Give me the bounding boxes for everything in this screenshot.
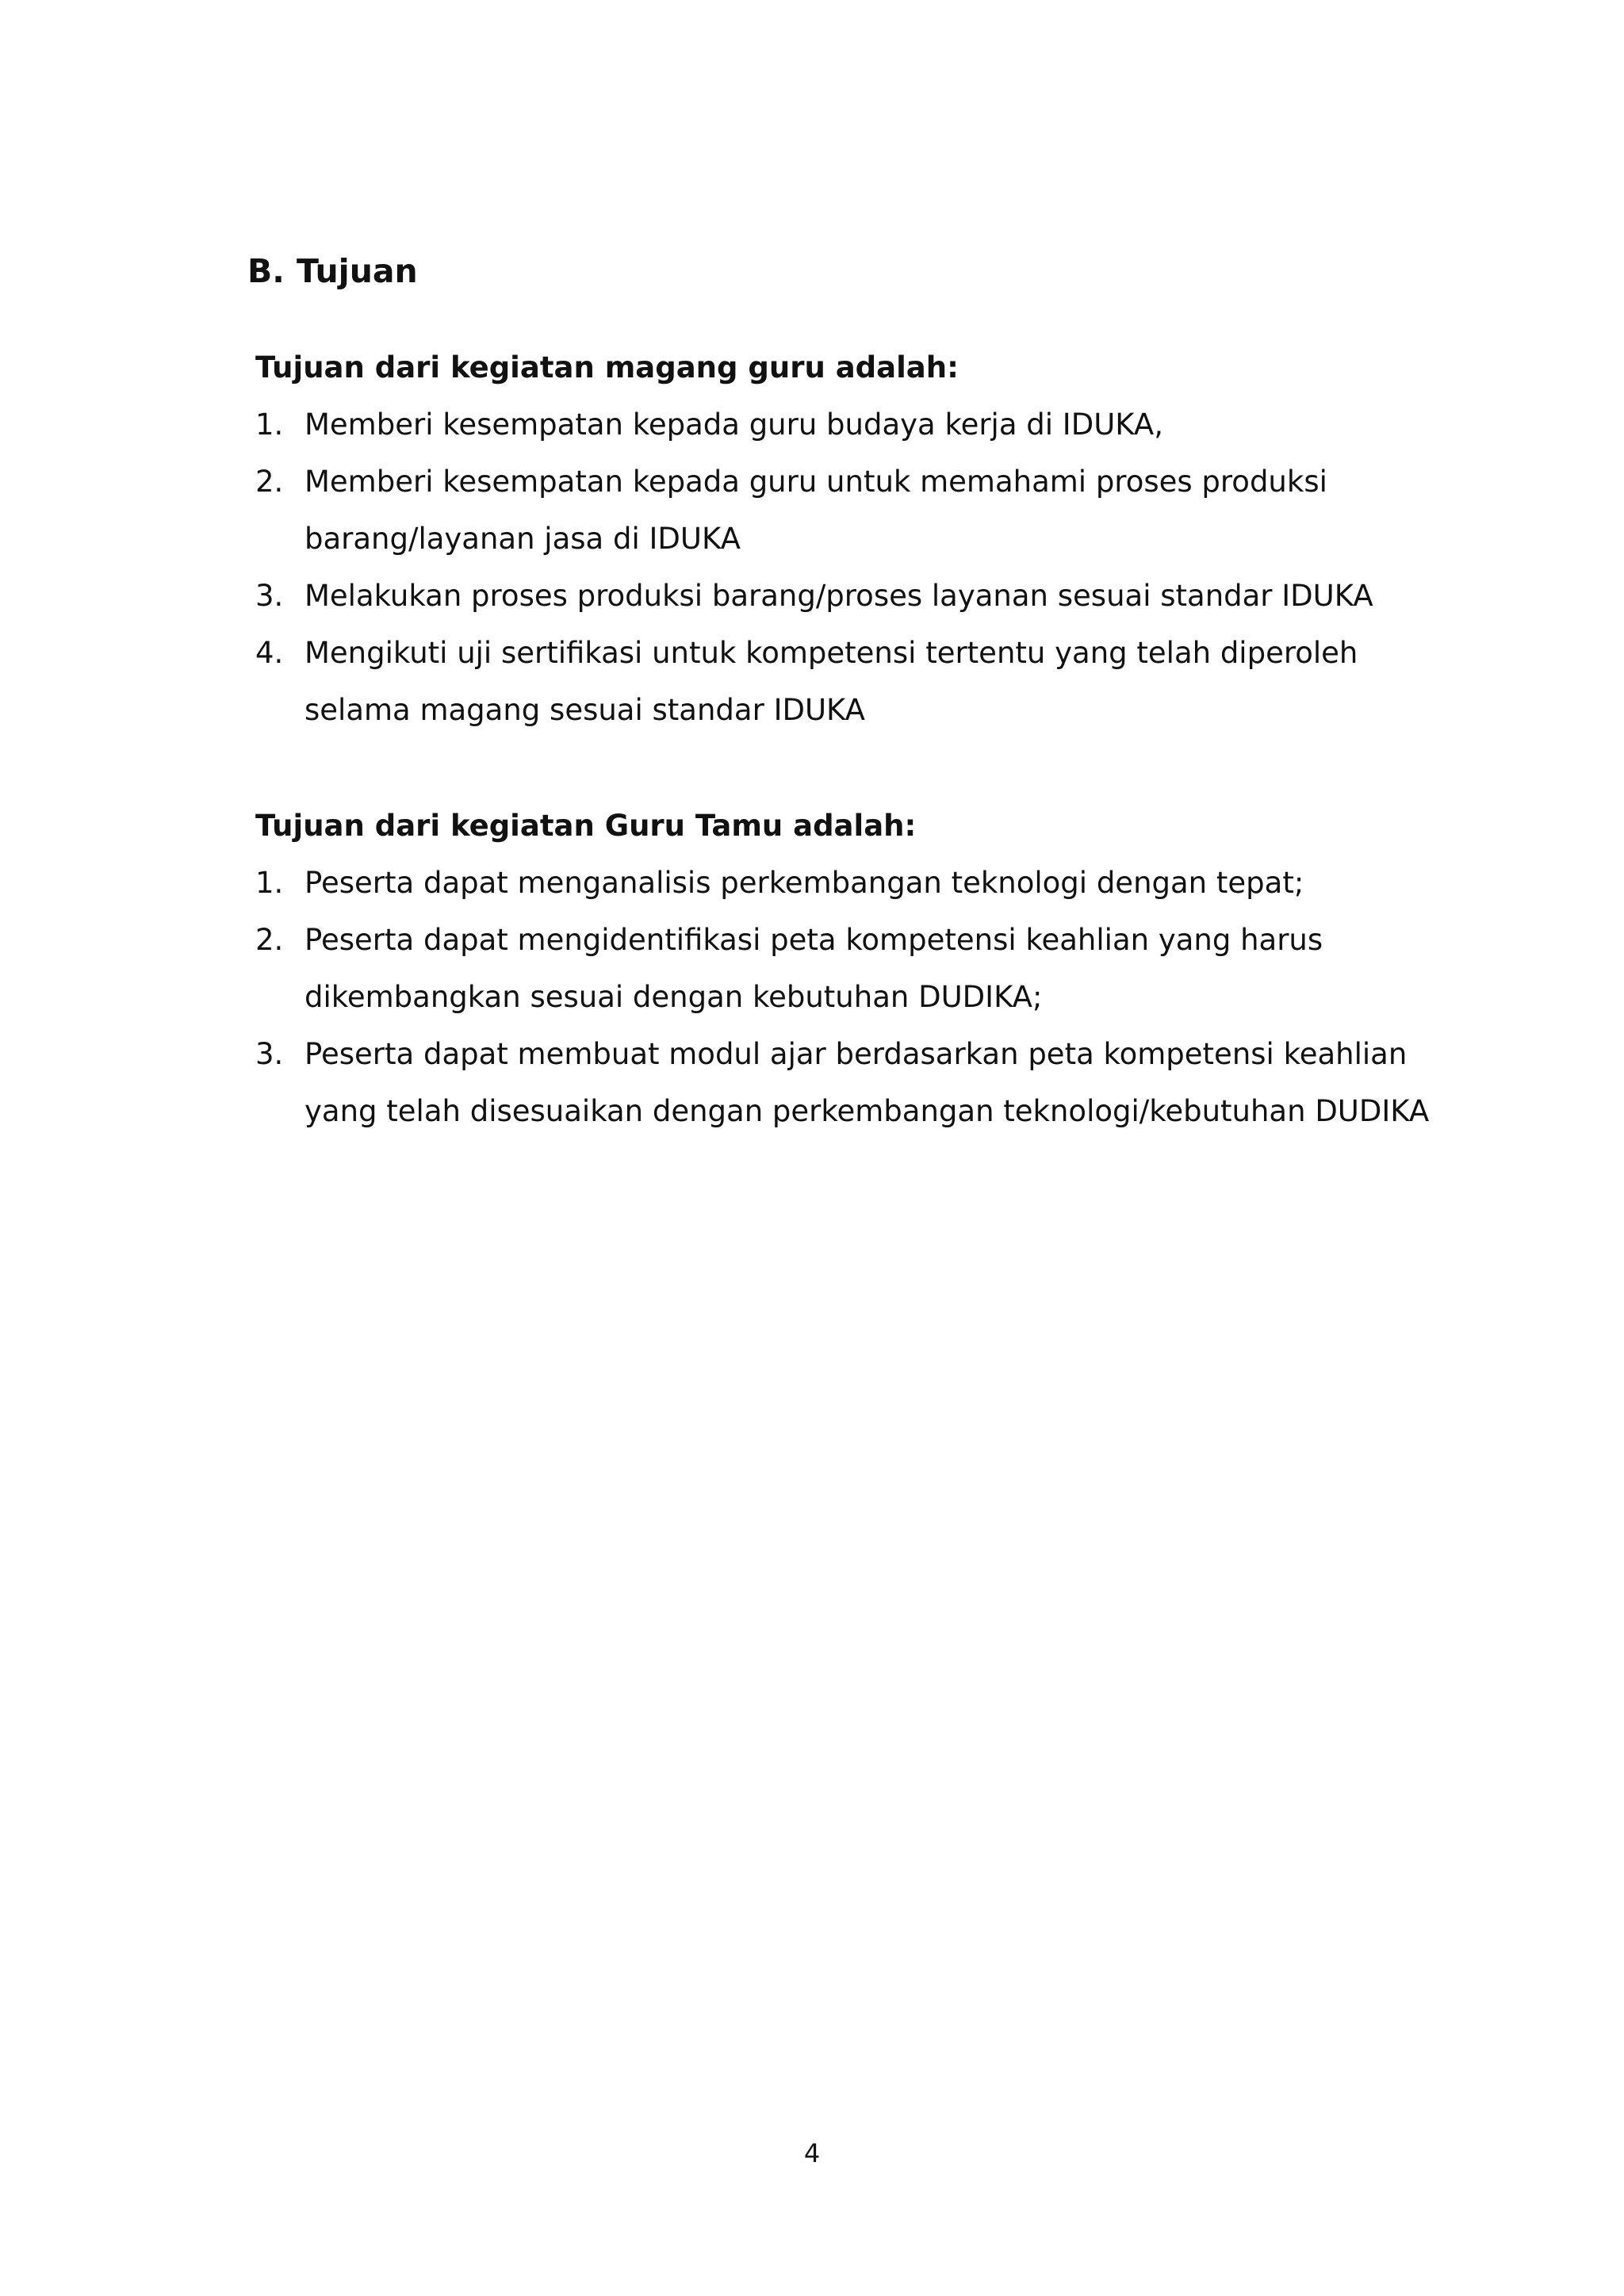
list-item (255, 912, 1445, 1026)
list-number: 3. (255, 1037, 284, 1071)
magang-objectives-title: Tujuan dari kegiatan magang guru adalah: (255, 350, 959, 385)
list-item-text (304, 1026, 1445, 1140)
list-number: 2. (255, 923, 284, 957)
list-item-line: yang telah disesuaikan dengan perkembangan teknologi/kebutuhan DUDIKA (304, 1094, 1430, 1128)
list-item-text (304, 568, 1445, 625)
list-item-line: Peserta dapat menganalisis perkembangan teknologi dengan tepat; (304, 866, 1304, 900)
list-item-line: selama magang sesuai standar IDUKA (304, 693, 865, 727)
list-item (255, 396, 1445, 453)
section-heading (247, 247, 418, 295)
section-title: Tujuan (297, 252, 418, 290)
magang-objectives (255, 339, 1445, 739)
list-item (255, 855, 1445, 912)
list-item-line: dikembangkan sesuai dengan kebutuhan DUDIKA; (304, 980, 1043, 1014)
list-item (255, 453, 1445, 568)
section-letter: B. (247, 252, 285, 290)
list-item-text (304, 396, 1445, 453)
guru-tamu-objectives-title: Tujuan dari kegiatan Guru Tamu adalah: (255, 809, 917, 843)
list-number: 1. (255, 408, 284, 442)
list-item-text (304, 912, 1445, 1026)
list-item-line: Memberi kesempatan kepada guru untuk memahami proses produksi (304, 465, 1327, 499)
page-number: 4 (803, 2138, 821, 2168)
list-item-text (304, 855, 1445, 912)
list-item-text (304, 625, 1445, 739)
list-item (255, 625, 1445, 739)
list-item (255, 568, 1445, 625)
magang-objectives-list (255, 396, 1445, 739)
list-item (255, 1026, 1445, 1140)
list-item-line: Mengikuti uji sertifikasi untuk kompetensi tertentu yang telah diperoleh (304, 636, 1358, 670)
guru-tamu-objectives (255, 798, 1445, 1140)
list-number: 3. (255, 579, 284, 613)
list-item-line: barang/layanan jasa di IDUKA (304, 522, 741, 556)
guru-tamu-objectives-list (255, 855, 1445, 1140)
list-item-line: Peserta dapat membuat modul ajar berdasarkan peta kompetensi keahlian (304, 1037, 1408, 1071)
list-item-line: Melakukan proses produksi barang/proses layanan sesuai standar IDUKA (304, 579, 1373, 613)
list-number: 2. (255, 465, 284, 499)
list-item-text (304, 453, 1445, 568)
list-item-line: Memberi kesempatan kepada guru budaya kerja di IDUKA, (304, 408, 1163, 442)
list-item-line: Peserta dapat mengidentifikasi peta kompetensi keahlian yang harus (304, 923, 1323, 957)
list-number: 4. (255, 636, 284, 670)
list-number: 1. (255, 866, 284, 900)
